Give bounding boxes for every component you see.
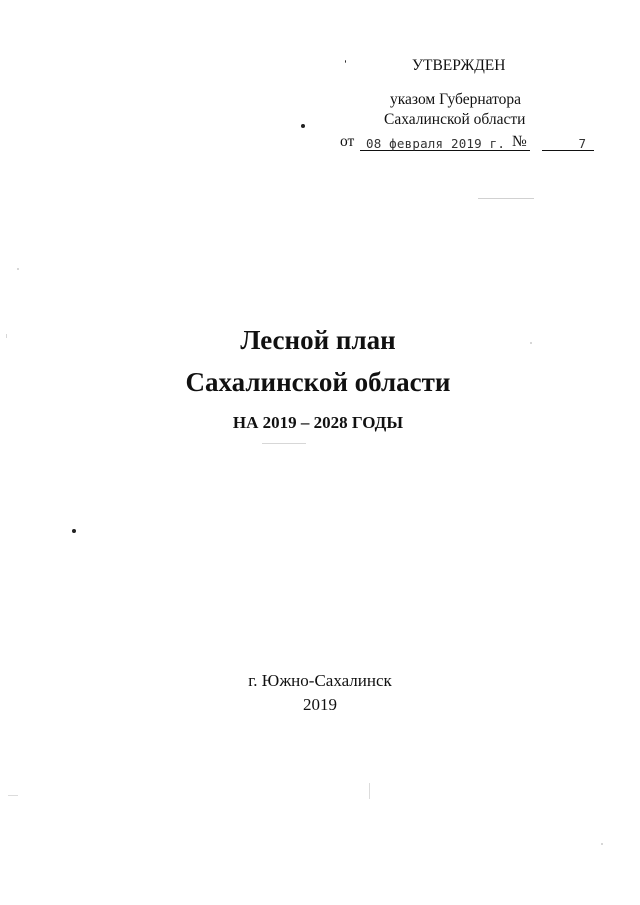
scan-speck [345, 60, 346, 63]
date-value: 08 февраля 2019 г. [366, 136, 506, 151]
scan-mark [601, 843, 603, 845]
approval-region: Сахалинской области [384, 111, 526, 128]
scan-speck [301, 124, 305, 128]
scan-mark [262, 443, 306, 444]
document-title-line1: Лесной план [240, 325, 396, 355]
scan-mark [530, 342, 532, 344]
date-field [360, 132, 530, 151]
number-value: 7 [578, 136, 586, 151]
scan-speck [72, 529, 76, 533]
document-year: 2019 [303, 695, 337, 714]
scan-mark [369, 783, 370, 799]
scan-mark [6, 334, 7, 338]
from-label: от [340, 133, 355, 150]
scan-mark [478, 198, 534, 199]
number-label: № [512, 133, 527, 150]
document-period: НА 2019 – 2028 ГОДЫ [232, 413, 404, 432]
city-name: г. Южно-Сахалинск [248, 671, 392, 690]
document-title-line2: Сахалинской области [185, 367, 451, 397]
scan-mark [8, 795, 18, 796]
number-field [542, 132, 594, 151]
approval-decree: указом Губернатора [390, 91, 522, 108]
approval-date-number-line [340, 132, 600, 152]
scan-mark [17, 268, 19, 270]
approval-title: УТВЕРЖДЕН [412, 57, 506, 74]
